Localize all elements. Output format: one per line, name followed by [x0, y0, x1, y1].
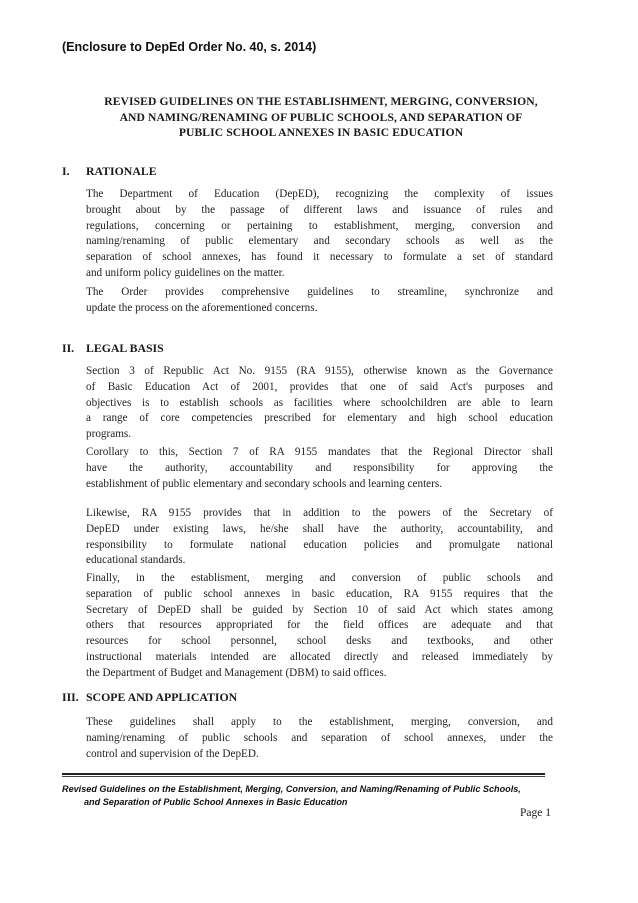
text-line: naming/renaming of public schools and separation of school annexes, under the	[86, 731, 553, 744]
section-heading-rationale	[62, 164, 157, 179]
text-line: These guidelines shall apply to the establishment, merging, conversion, and	[86, 716, 553, 728]
text-line: the Department of Budget and Management (DBM) to said offices.	[86, 666, 387, 679]
footer-line: Revised Guidelines on the Establishment, Merging, Conversion, and Naming/Renaming of Public Schools,	[62, 784, 521, 794]
page-number: Page 1	[520, 807, 551, 819]
section-title: SCOPE AND APPLICATION	[86, 690, 238, 704]
text-line: and uniform policy guidelines on the matter.	[86, 266, 285, 279]
text-line: naming/renaming of public elementary and secondary schools as well as the	[86, 235, 553, 248]
text-line: educational standards.	[86, 554, 186, 567]
paragraph	[86, 445, 553, 492]
section-title: RATIONALE	[86, 164, 157, 178]
text-line: Finally, in the establisment, merging and conversion of public schools and	[86, 572, 553, 584]
text-line: objectives is to establish schools as facilities where schoolchildren are able to learn	[86, 396, 553, 409]
text-line: programs.	[86, 428, 132, 441]
footer-divider	[62, 773, 545, 775]
text-line: The Order provides comprehensive guidelines to streamline, synchronize and	[86, 286, 553, 298]
text-line: separation of public school annexes in basic education, RA 9155 requires that the	[86, 587, 553, 600]
title-line: PUBLIC SCHOOL ANNEXES IN BASIC EDUCATION	[178, 126, 464, 139]
title-line: REVISED GUIDELINES ON THE ESTABLISHMENT, MERGING, CONVERSION,	[104, 95, 538, 108]
text-line: brought about by the passage of different laws and issuance of rules and	[86, 203, 553, 216]
text-line: regulations, concerning or pertaining to establishment, merging, conversion and	[86, 219, 553, 232]
title-line: AND NAMING/RENAMING OF PUBLIC SCHOOLS, AND SEPARATION OF	[119, 110, 523, 124]
document-title	[70, 94, 572, 141]
text-line: Corollary to this, Section 7 of RA 9155 mandates that the Regional Director shall	[86, 446, 553, 458]
text-line: Section 3 of Republic Act No. 9155 (RA 9155), otherwise known as the Governance	[86, 365, 553, 377]
paragraph	[86, 715, 553, 762]
section-number: I.	[62, 164, 70, 178]
section-title: LEGAL BASIS	[86, 341, 164, 355]
section-heading-legal-basis	[62, 341, 164, 356]
text-line: control and supervision of the DepED.	[86, 747, 259, 760]
text-line: Secretary of DepED shall be guided by Section 10 of said Act which states among	[86, 603, 553, 616]
text-line: a range of core competencies prescribed for elementary and high school education	[86, 412, 553, 425]
text-line: instructional materials intended are allocated directly and released immediately by	[86, 650, 553, 663]
paragraph	[86, 571, 553, 682]
text-line: of Basic Education Act of 2001, provides that one of said Act's purposes and	[86, 380, 553, 393]
enclosure-header: (Enclosure to DepEd Order No. 40, s. 2014)	[62, 40, 317, 54]
paragraph	[86, 187, 553, 282]
section-number: II.	[62, 341, 75, 355]
text-line: The Department of Education (DepED), recognizing the complexity of issues	[86, 188, 553, 200]
section-heading-scope	[62, 690, 237, 705]
text-line: DepED under existing laws, he/she shall have the authority, accountability, and	[86, 522, 553, 535]
footer-line: and Separation of Public School Annexes in Basic Education	[84, 796, 348, 807]
text-line: responsibility to formulate national education policies and promulgate national	[86, 538, 553, 551]
text-line: Likewise, RA 9155 provides that in addition to the powers of the Secretary of	[86, 507, 553, 519]
footer-divider	[62, 776, 545, 777]
text-line: separation of school annexes, has found it necessary to formulate a set of standard	[86, 251, 553, 264]
text-line: others that resources appropriated for the field offices are adequate and that	[86, 619, 553, 632]
paragraph	[86, 285, 553, 317]
footer	[62, 783, 548, 808]
text-line: update the process on the aforementioned concerns.	[86, 301, 318, 314]
paragraph	[86, 364, 553, 443]
text-line: resources for school personnel, school desks and textbooks, and other	[86, 635, 553, 648]
paragraph	[86, 506, 553, 569]
section-number: III.	[62, 690, 79, 704]
text-line: have the authority, accountability and responsibility for approving the	[86, 461, 553, 474]
text-line: establishment of public elementary and secondary schools and learning centers.	[86, 477, 443, 490]
